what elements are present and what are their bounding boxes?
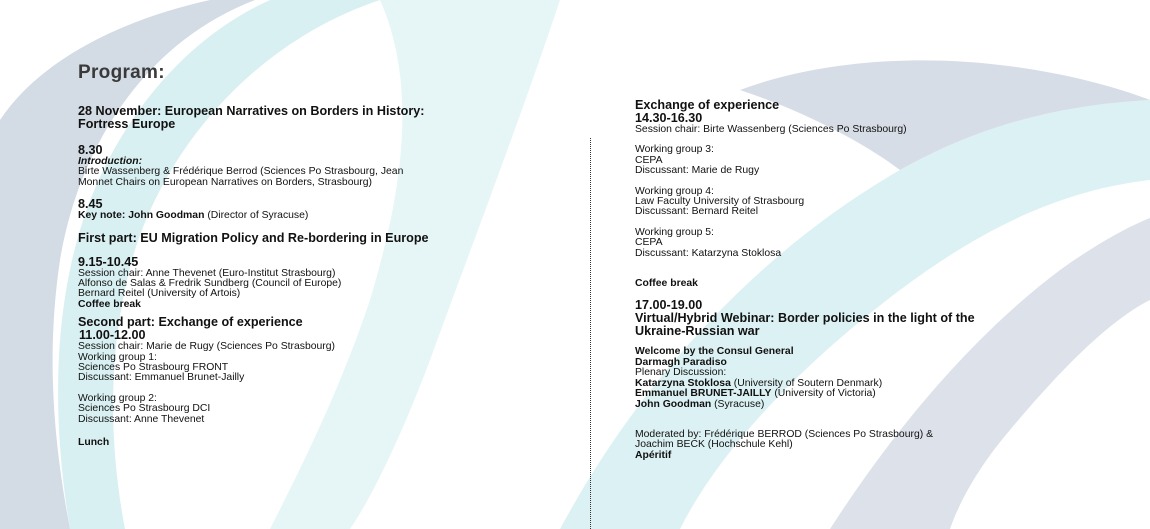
speaker-reitel: Bernard Reitel (University of Artois) xyxy=(78,288,241,300)
keynote-affiliation: (Director of Syracuse) xyxy=(204,210,309,222)
session-chair-3: Session chair: Birte Wassenberg (Sciences Po Strasbourg) xyxy=(635,124,907,135)
time-8-45: 8.45 xyxy=(78,197,103,212)
webinar-title: Virtual/Hybrid Webinar: Border policies in the light of the xyxy=(635,311,975,326)
wg3-org: CEPA xyxy=(635,154,663,166)
moderator-line-1: Moderated by: Frédérique BERROD (Sciences Po Strasbourg) & xyxy=(635,428,933,440)
left-column xyxy=(78,62,558,449)
lunch: Lunch xyxy=(78,437,110,449)
program-title: Program: xyxy=(78,62,165,83)
plenary-label: Plenary Discussion: xyxy=(635,367,727,379)
column-divider xyxy=(590,138,591,529)
time-9-15: 9.15-10.45 xyxy=(78,254,139,269)
speaker-2-affiliation: (University of Victoria) xyxy=(771,388,876,400)
exchange-heading: Exchange of experience xyxy=(635,98,780,112)
time-17-00: 17.00-19.00 xyxy=(635,298,703,313)
speaker-2-name: Emmanuel BRUNET-JAILLY xyxy=(635,388,772,400)
coffee-break-left: Coffee break xyxy=(78,298,141,310)
part-1-heading: First part: EU Migration Policy and Re-bordering in Europe xyxy=(78,230,429,245)
working-group-2: Working group 2: xyxy=(78,392,157,404)
speaker-1-name: Katarzyna Stoklosa xyxy=(635,377,731,389)
intro-line-2: Monnet Chairs on European Narratives on Borders, Strasbourg) xyxy=(78,176,372,188)
intro-line-1: Birte Wassenberg & Frédérique Berrod (Sciences Po Strasbourg, Jean xyxy=(78,166,404,178)
aperitif: Apéritif xyxy=(635,449,672,461)
keynote-line xyxy=(78,211,558,221)
wg3-discussant: Discussant: Marie de Rugy xyxy=(635,165,760,177)
coffee-break-right: Coffee break xyxy=(635,278,698,290)
welcome-line: Welcome by the Consul General xyxy=(635,346,794,358)
wg4-discussant: Discussant: Bernard Reitel xyxy=(635,206,759,218)
working-group-3: Working group 3: xyxy=(635,144,714,156)
working-group-1: Working group 1: xyxy=(78,351,157,363)
wg1-discussant: Discussant: Emmanuel Brunet-Jailly xyxy=(78,372,245,384)
time-14-30: 14.30-16.30 xyxy=(635,111,703,125)
wg2-org: Sciences Po Strasbourg DCI xyxy=(78,403,211,415)
wg5-discussant: Discussant: Katarzyna Stoklosa xyxy=(635,247,782,259)
webinar-title-line-2: Ukraine-Russian war xyxy=(635,324,760,339)
working-group-5: Working group 5: xyxy=(635,226,714,238)
day-heading-line-2: Fortress Europe xyxy=(78,117,176,131)
speakers-line: Alfonso de Salas & Fredrik Sundberg (Council of Europe) xyxy=(78,278,342,290)
keynote-label: Key note: John Goodman xyxy=(78,210,205,222)
session-chair-2: Session chair: Marie de Rugy (Sciences Po Strasbourg) xyxy=(78,341,335,353)
consul-name: Darmagh Paradiso xyxy=(635,356,727,368)
time-11-00: 11.00-12.00 xyxy=(79,328,146,343)
wg4-org: Law Faculty University of Strasbourg xyxy=(635,196,805,208)
right-column xyxy=(635,99,1115,461)
part-2-heading: Second part: Exchange of experience xyxy=(78,315,303,330)
day-heading: 28 November: European Narratives on Borders in History: xyxy=(78,104,425,118)
speaker-3-name: John Goodman xyxy=(635,398,712,410)
wg2-discussant: Discussant: Anne Thevenet xyxy=(78,413,205,425)
time-8-30: 8.30 xyxy=(78,143,103,157)
working-group-4: Working group 4: xyxy=(635,185,714,197)
speaker-3 xyxy=(635,400,1115,410)
session-chair-1: Session chair: Anne Thevenet (Euro-Institut Strasbourg) xyxy=(78,267,336,279)
speaker-3-affiliation: (Syracuse) xyxy=(711,398,765,410)
speaker-1-affiliation: (University of Soutern Denmark) xyxy=(730,377,883,389)
wg1-org: Sciences Po Strasbourg FRONT xyxy=(78,362,229,374)
wg5-org: CEPA xyxy=(635,237,663,249)
intro-label: Introduction: xyxy=(78,156,143,167)
moderator-line-2: Joachim BECK (Hochschule Kehl) xyxy=(635,439,793,451)
